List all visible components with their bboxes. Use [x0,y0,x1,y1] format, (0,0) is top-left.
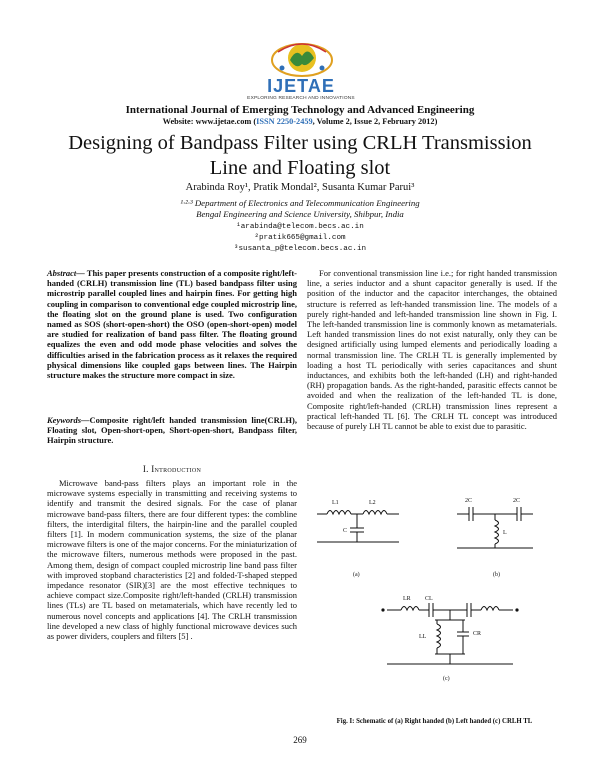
affiliation-line-2: Bengal Engineering and Science University, Shibpur, India [196,209,404,219]
affiliation-line-1: ¹·²·³ Department of Electronics and Telecommunication Engineering [180,198,420,208]
journal-website [20,117,580,126]
email-1[interactable]: ¹arabinda@telecom.becs.ac.in [236,223,364,231]
circuit-schematics-figure [307,492,562,716]
email-2[interactable]: ²pratik665@gmail.com [254,234,346,242]
label-cl-2: 2C [513,498,521,504]
issn-link[interactable]: ISSN 2250-2459 [256,117,313,126]
website-suffix: , Volume 2, Issue 2, February 2012) [312,117,438,126]
label-b: (b) [493,572,500,578]
label-cl-1: 2C [465,498,473,504]
label-cl: CL [425,596,433,602]
label-c-fig: (c) [443,676,450,682]
label-ll: L [503,530,507,536]
website-prefix: Website: www.ijetae.com ( [162,117,257,126]
figure-caption: Fig. I: Schematic of (a) Right handed (b) Left handed (c) CRLH TL [336,718,533,725]
label-l2: L2 [369,500,376,506]
abstract [47,268,297,380]
schematic-right-handed [317,511,399,543]
label-lr: LR [403,596,411,602]
schematic-left-handed [457,507,533,548]
journal-name: International Journal of Emerging Technology and Advanced Engineering [125,104,475,116]
schematic-crlh [387,603,513,664]
node-dot [515,608,518,611]
email-3[interactable]: ³susanta_p@telecom.becs.ac.in [233,245,367,253]
affiliation [20,198,580,220]
label-l1: L1 [332,500,339,506]
label-c: C [343,528,348,534]
right-column-text: For conventional transmission line i.e.; for right handed transmission line, a series inductor and a shunt capacitor generally is used. If the position of the inductor and the capacitor interchanges, the obtained structure is referred as left-handed transmission line. The models of a purely right-handed and left-handed transmission line shown in Fig. I. The left-handed transmission line is commonly known as metamaterials. Left handed transmission lines do not exist naturally, only they can be designed artificially using lumped elements and periodically loading a normal transmission line. The CRLH TL is generally implemented by loading a host TL periodically with series capacitances and shunt inductances, and exhibits both the left-handed (LH) and right-handed (RH) propagation bands. As the right-handed, parasitic effects cannot be avoided and when the realization of the left-handed TL is done, Composite right/left-handed (CRLH) transmission lines represent a practical left-handed TL [6]. The CRLH TL concept was introduced because of purely LH TL cannot be able to exist due to parasitic. [307,268,557,432]
keywords-text: Composite right/left handed transmission line(CRLH), Floating slot, Open-short-open, Short-open-short, Bandpass filter, Hairpin structure. [47,415,297,446]
introduction-text: Microwave band-pass filters plays an important role in the microwave systems especially in transmitting and receiving systems to identify and transmit the desired signals. For the case of planar microwave band-pass filters, there are four different types: the combline filters, the interdigital filters, the hairpin-line and the parallel coupled filters [1]. In modern communication systems, the size of the planar microwave filters is one of the major concerns. For the miniaturization of the microwave filters, numerous methods were proposed in the past. Among them, design of compact coupled microstrip line band pass filter with improved stopband characteristics [2] and folded-T-shaped stepped impedance resonator (SIR)[3] are the most effective techniques to achieve compact size.Composite right/left-handed (CRLH) transmission lines (TLs) are TL based on metamaterials, which have recently led to numerous novel concepts and applications [4]. The CRLH transmission line developed a new class of highly functional microwave devices such as power dividers, couplers and filters [5] . [47,478,297,642]
title-line-2: Line and Floating slot [209,157,391,179]
logo-subtitle: EXPLORING RESEARCH AND INNOVATIONS [247,96,355,101]
keywords [47,415,297,446]
label-a: (a) [353,572,360,578]
title-line-1: Designing of Bandpass Filter using CRLH Transmission [68,132,532,154]
abstract-text: This paper presents construction of a composite right/left-handed (CRLH) transmission line (TL) based bandpass filter using microstrip parallel coupled lines and hairpin fines. For getting high coupling in comparison to conventional edge coupled microstrip line, the floating slot on the ground plane is used. Two configuration named as SOS (short-open-short) the OSO (open-short-open) model are studied for realization of band pass filter. The floating ground equalizes the even and odd mode phase velocities and solves the difficulties arised in the fabrication process as it relaxes the required physical dimensions like coupled gaps between lines. The Hairpin structure makes the structure more compact in size. [47,268,297,381]
authors: Arabinda Roy¹, Pratik Mondal², Susanta Kumar Parui³ [185,182,415,193]
logo-text: IJETAE [267,76,335,96]
paper-title [40,131,560,181]
node-dot [381,608,384,611]
keywords-label: Keywords— [47,415,90,425]
label-cr: CR [473,631,482,637]
abstract-label: Abstract— [47,268,85,278]
label-ll-crlh: LL [419,634,427,640]
emails [20,222,580,255]
page-number: 269 [293,735,307,745]
section-heading-introduction: I. Introduction [142,464,202,474]
